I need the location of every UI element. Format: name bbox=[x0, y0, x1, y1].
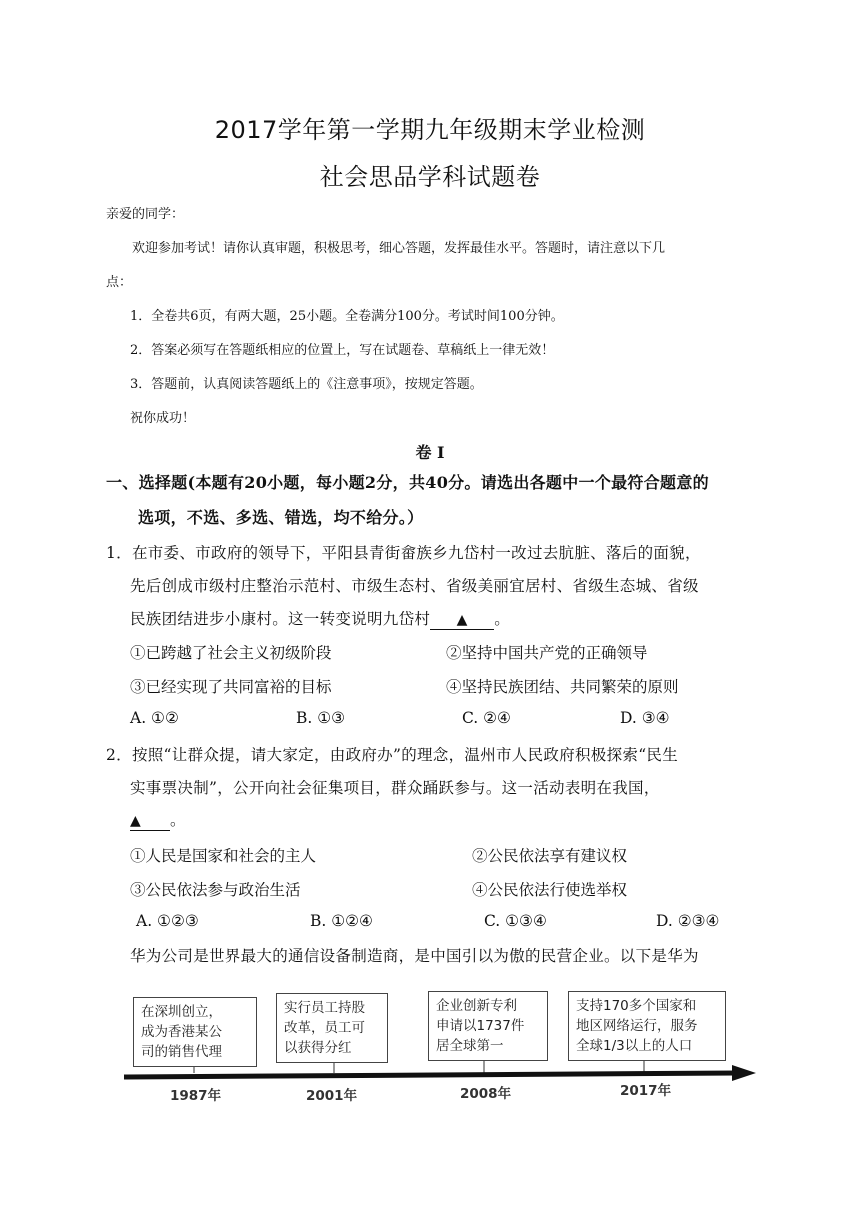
q2-stem-line3: ▲ 。 bbox=[130, 811, 186, 829]
q1-option-c: C. ②④ bbox=[462, 709, 511, 727]
q2-option-c: C. ①③④ bbox=[484, 912, 547, 930]
year-2008: 2008年 bbox=[460, 1086, 512, 1102]
q2-statement-3: ③公民依法参与政治生活 bbox=[130, 881, 301, 899]
greeting: 亲爱的同学： bbox=[106, 207, 185, 222]
q2-statement-1: ①人民是国家和社会的主人 bbox=[130, 847, 317, 865]
closing: 祝你成功！ bbox=[130, 411, 196, 426]
event-2017-box: 支持170多个国家和 地区网络运行，服务 全球1/3以上的人口 bbox=[568, 991, 726, 1061]
note-1: 1．全卷共6页，有两大题，25小题。全卷满分100分。考试时间100分钟。 bbox=[130, 309, 564, 324]
q1-option-b: B. ①③ bbox=[296, 709, 346, 727]
q1-option-d: D. ③④ bbox=[620, 709, 670, 727]
q2-statement-2: ②公民依法享有建议权 bbox=[472, 847, 628, 865]
q1-statement-3: ③已经实现了共同富裕的目标 bbox=[130, 678, 332, 696]
q2-stem-line1: 2．按照“让群众提，请大家定，由政府办”的理念，温州市人民政府积极探索“民生 bbox=[106, 746, 679, 764]
year-1987: 1987年 bbox=[170, 1088, 222, 1104]
q1-statement-2: ②坚持中国共产党的正确领导 bbox=[446, 644, 648, 662]
arrow-head-icon bbox=[732, 1065, 756, 1081]
note-2: 2．答案必须写在答题纸相应的位置上，写在试题卷、草稿纸上一律无效！ bbox=[130, 343, 555, 358]
welcome-text-cont: 点： bbox=[106, 275, 133, 290]
q1-stem-line1: 1．在市委、市政府的领导下，平阳县青街畲族乡九岱村一改过去肮脏、落后的面貌， bbox=[106, 544, 701, 562]
q2-answer-blank bbox=[130, 813, 170, 831]
blank-marker: ▲ bbox=[130, 813, 142, 829]
q1-option-a: A. ①② bbox=[130, 709, 179, 727]
q1-statement-4: ④坚持民族团结、共同繁荣的原则 bbox=[446, 678, 679, 696]
q3-intro: 华为公司是世界最大的通信设备制造商，是中国引以为傲的民营企业。以下是华为 bbox=[130, 947, 699, 965]
event-2001-box: 实行员工持股 改革，员工可 以获得分红 bbox=[276, 993, 388, 1063]
year-2001: 2001年 bbox=[306, 1088, 358, 1104]
q1-stem-line3: 民族团结进步小康村。这一转变说明九岱村 ▲ 。 bbox=[130, 610, 511, 628]
year-2017: 2017年 bbox=[620, 1083, 672, 1099]
welcome-text: 欢迎参加考试！请你认真审题，积极思考，细心答题，发挥最佳水平。答题时，请注意以下几 bbox=[132, 241, 666, 256]
q2-stem-line2: 实事票决制”，公开向社会征集项目，群众踊跃参与。这一活动表明在我国， bbox=[130, 779, 660, 797]
event-1987-box: 在深圳创立， 成为香港某公 司的销售代理 bbox=[133, 997, 257, 1067]
q1-stem-line2: 先后创成市级村庄整治示范村、市级生态村、省级美丽宜居村、省级生态城、省级 bbox=[130, 577, 699, 595]
blank-marker: ▲ bbox=[456, 612, 468, 628]
q1-answer-blank bbox=[430, 612, 494, 630]
section-heading-cont: 选项，不选、多选、错选，均不给分。） bbox=[138, 508, 424, 527]
exam-title: 2017学年第一学期九年级期末学业检测 bbox=[214, 116, 646, 144]
section-heading: 一、选择题(本题有20小题，每小题2分，共40分。请选出各题中一个最符合题意的 bbox=[106, 473, 709, 492]
q2-option-d: D. ②③④ bbox=[656, 912, 720, 930]
note-3: 3．答题前，认真阅读答题纸上的《注意事项》，按规定答题。 bbox=[130, 377, 483, 392]
q2-statement-4: ④公民依法行使选举权 bbox=[472, 881, 628, 899]
huawei-timeline bbox=[120, 985, 760, 1105]
q2-option-b: B. ①②④ bbox=[310, 912, 373, 930]
exam-subtitle: 社会思品学科试题卷 bbox=[319, 163, 541, 191]
q2-option-a: A. ①②③ bbox=[136, 912, 199, 930]
q1-statement-1: ①已跨越了社会主义初级阶段 bbox=[130, 644, 332, 662]
volume-label: 卷 Ⅰ bbox=[415, 443, 445, 462]
event-2008-box: 企业创新专利 申请以1737件 居全球第一 bbox=[428, 991, 548, 1061]
timeline-line bbox=[124, 1073, 738, 1077]
